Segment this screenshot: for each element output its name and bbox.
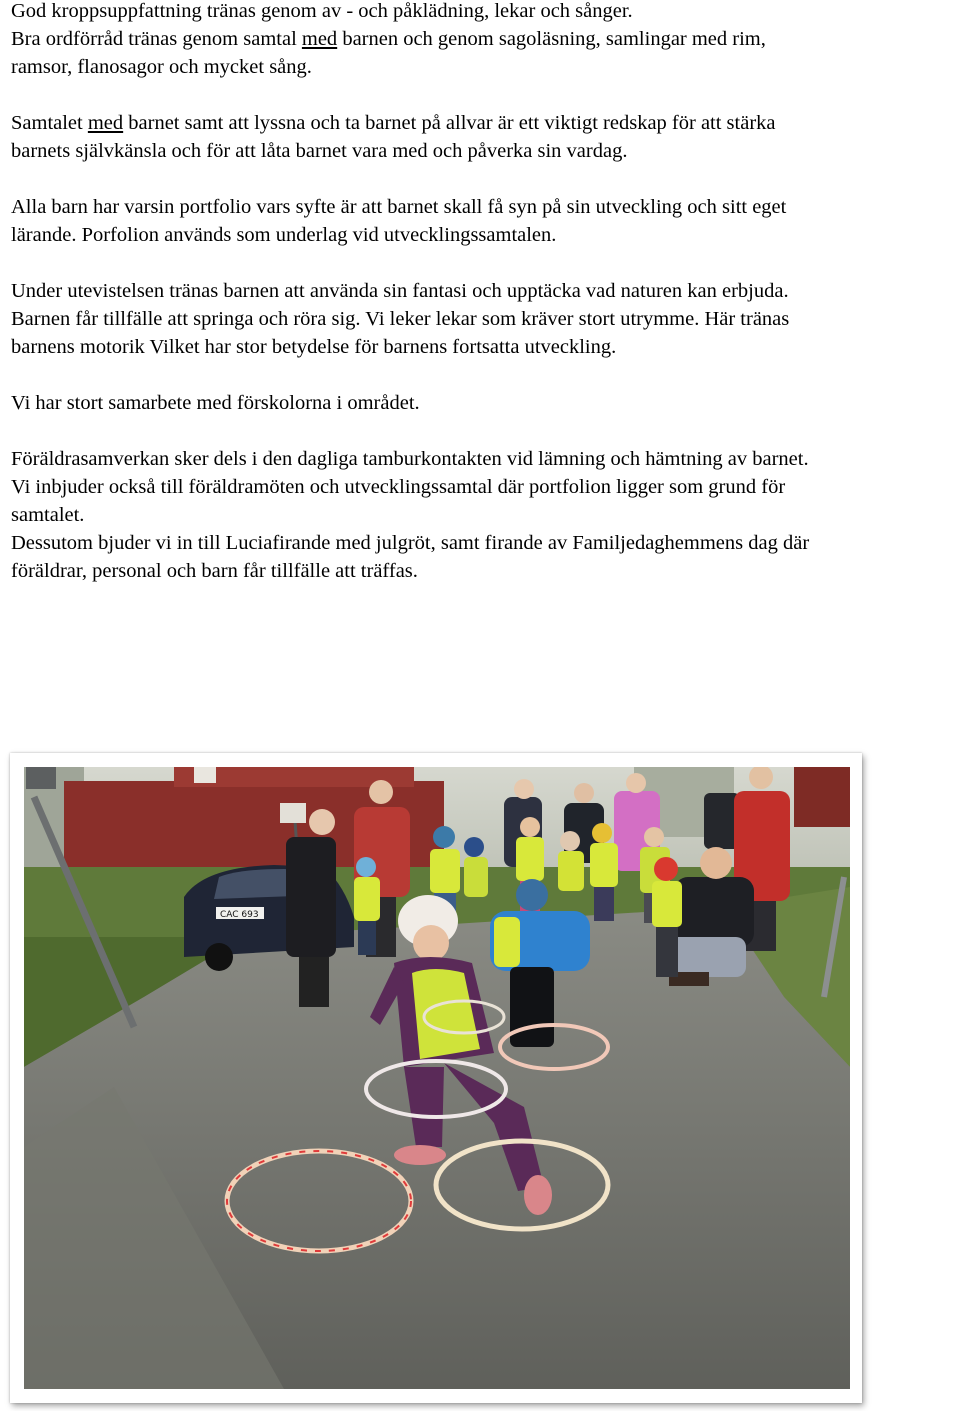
- text-line: Föräldrasamverkan sker dels i den dagliga tamburkontakten vid lämning och hämtning av barnet.: [11, 448, 809, 470]
- text-line: Barnen får tillfälle att springa och röra sig. Vi leker lekar som kräver stort utrymme. Här tränas: [11, 308, 790, 330]
- paragraph-5: [11, 389, 957, 417]
- paragraph-4: [11, 277, 957, 361]
- text-line: Vi inbjuder också till föräldramöten och utvecklingssamtal där portfolion ligger som grund för: [11, 476, 786, 498]
- text-line: barnens motorik Vilket har stor betydelse för barnens fortsatta utveckling.: [11, 336, 617, 358]
- text-line: samtalet.: [11, 504, 85, 526]
- underlined-word: med: [301, 28, 338, 50]
- small-sign: [280, 803, 306, 823]
- document-body: [11, 0, 957, 585]
- paragraph-6: [11, 445, 957, 585]
- text-line: Under utevistelsen tränas barnen att använda sin fantasi och upptäcka vad naturen kan erbjuda.: [11, 280, 789, 302]
- text-fragment: barnen och genom sagoläsning, samlingar med rim,: [337, 28, 766, 50]
- paragraph-3: [11, 193, 957, 249]
- text-fragment: Bra ordförråd tränas genom samtal: [11, 28, 302, 50]
- text-line: Alla barn har varsin portfolio vars syfte är att barnet skall få syn på sin utveckling och sitt eget: [11, 196, 787, 218]
- red-house: [794, 767, 850, 827]
- road-sign: [26, 767, 56, 789]
- window: [194, 767, 216, 783]
- text-fragment: Samtalet: [11, 112, 88, 134]
- text-fragment: barnet samt att lyssna och ta barnet på allvar är ett viktigt redskap för att stärka: [123, 112, 776, 134]
- photo-illustration: [24, 767, 850, 1389]
- text-line: ramsor, flanosagor och mycket sång.: [11, 56, 312, 78]
- paragraph-2: [11, 109, 957, 165]
- license-plate-text: CAC 693: [220, 910, 259, 920]
- car-wheel: [205, 943, 233, 971]
- text-line: [11, 25, 957, 53]
- text-line: [11, 109, 957, 137]
- children-hoop-game-photo: [24, 767, 850, 1389]
- text-line: Vi har stort samarbete med förskolorna i området.: [11, 392, 420, 414]
- text-line: barnets självkänsla och för att låta barnet vara med och påverka sin vardag.: [11, 140, 628, 162]
- text-line: Dessutom bjuder vi in till Luciafirande med julgröt, samt firande av Familjedaghemmens dag där: [11, 532, 810, 554]
- text-line: lärande. Porfolion används som underlag vid utvecklingssamtalen.: [11, 224, 557, 246]
- text-line: föräldrar, personal och barn får tillfälle att träffas.: [11, 560, 418, 582]
- paragraph-1: [11, 0, 957, 81]
- underlined-word: med: [87, 112, 124, 134]
- photo-frame: [10, 753, 862, 1403]
- text-line: God kroppsuppfattning tränas genom av - och påklädning, lekar och sånger.: [11, 0, 633, 22]
